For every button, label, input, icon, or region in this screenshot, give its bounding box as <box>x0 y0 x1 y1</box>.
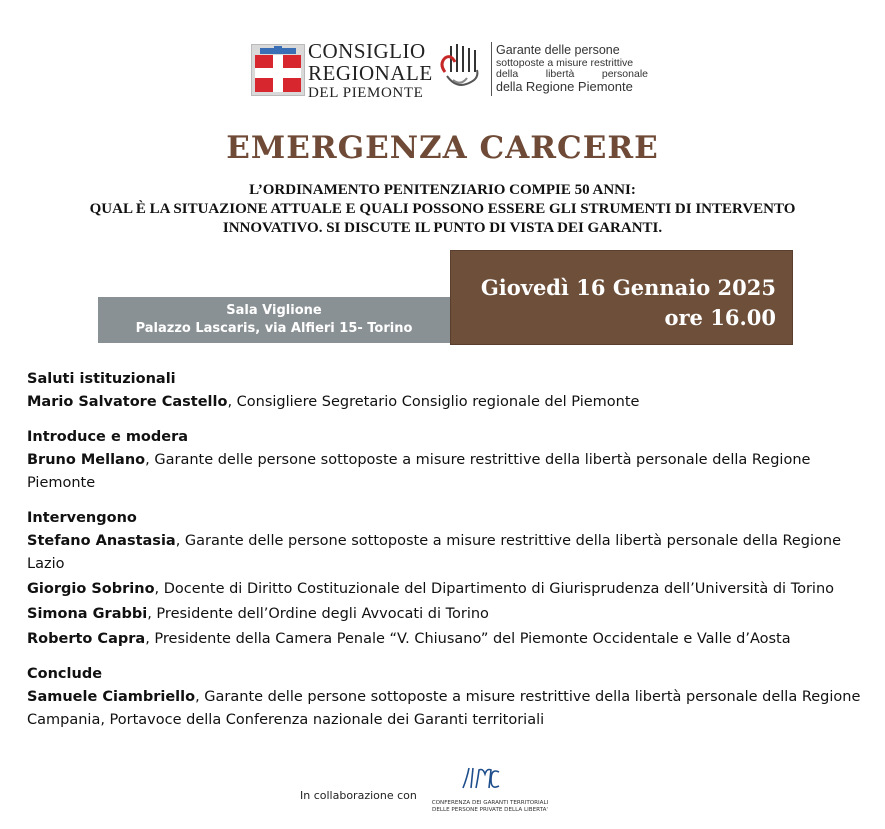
collaboration-label: In collaborazione con <box>300 789 417 802</box>
subtitle-line-1: L’ORDINAMENTO PENITENZIARIO COMPIE 50 ANNI: <box>249 182 636 198</box>
conferenza-logo-icon <box>459 764 501 792</box>
section-conclude <box>27 663 872 732</box>
header-divider <box>491 42 492 96</box>
speaker-role: , Presidente dell’Ordine degli Avvocati di Torino <box>147 606 489 622</box>
venue-room: Sala Viglione <box>226 303 322 318</box>
garante-line-2: sottoposte a misure restrittive <box>496 56 634 69</box>
speaker-item <box>27 578 872 601</box>
speaker-item <box>27 391 872 414</box>
speaker-name: Simona Grabbi <box>27 606 148 622</box>
speaker-name: Mario Salvatore Castello <box>27 394 228 410</box>
event-time: ore 16.00 <box>664 305 776 330</box>
speaker-role: , Garante delle persone sottoposte a misure restrittive della libertà personale della Regione Campania, Portavoce della Conferenza nazionale dei Garanti territoriali <box>27 689 861 728</box>
garante-line-3: della libertà personale <box>496 67 648 80</box>
consiglio-regionale-logo-text <box>308 41 433 101</box>
section-heading: Intervengono <box>27 510 137 526</box>
venue-box <box>98 297 450 343</box>
program <box>27 368 872 744</box>
speaker-role: , Garante delle persone sottoposte a misure restrittive della libertà personale della Regione Piemonte <box>27 452 811 491</box>
speaker-role: , Consigliere Segretario Consiglio regionale del Piemonte <box>227 394 640 410</box>
date-box <box>450 250 793 345</box>
conferenza-logo-text <box>430 800 550 814</box>
venue-address: Palazzo Lascaris, via Alfieri 15- Torino <box>135 321 413 336</box>
section-heading: Conclude <box>27 666 103 682</box>
section-heading: Saluti istituzionali <box>27 371 176 387</box>
event-date: Giovedì 16 Gennaio 2025 <box>480 275 776 300</box>
garante-line-1: Garante delle persone <box>496 43 620 57</box>
speaker-name: Bruno Mellano <box>27 452 146 468</box>
speaker-role: , Docente di Diritto Costituzionale del Dipartimento di Giurisprudenza dell’Università di Torino <box>154 581 835 597</box>
speaker-name: Stefano Anastasia <box>27 533 176 549</box>
speaker-item <box>27 530 872 576</box>
speaker-item <box>27 449 872 495</box>
speaker-role: , Garante delle persone sottoposte a misure restrittive della libertà personale della Regione Lazio <box>27 533 842 572</box>
section-saluti <box>27 368 872 414</box>
section-intervengono <box>27 507 872 651</box>
regionale-line: REGIONALE <box>308 61 433 85</box>
speaker-name: Giorgio Sobrino <box>27 581 155 597</box>
piemonte-crest-icon <box>251 44 305 96</box>
garante-logo-text <box>496 44 648 95</box>
garante-line-4 <box>496 80 648 95</box>
subtitle <box>0 181 885 238</box>
speaker-item <box>27 628 872 651</box>
section-heading: Introduce e modera <box>27 429 189 445</box>
garante-logo-icon <box>437 42 487 98</box>
conferenza-line-1: CONFERENZA DEI GARANTI TERRITORIALI <box>431 800 549 806</box>
page-title: EMERGENZA CARCERE <box>226 130 659 166</box>
piemonte-line: DEL PIEMONTE <box>308 85 424 101</box>
speaker-item <box>27 603 872 626</box>
speaker-role: , Presidente della Camera Penale “V. Chiusano” del Piemonte Occidentale e Valle d’Aosta <box>145 631 791 647</box>
speaker-name: Samuele Ciambriello <box>27 689 196 705</box>
garante-region-name: Regione Piemonte <box>525 79 633 95</box>
consiglio-line: CONSIGLIO <box>308 39 426 63</box>
speaker-name: Roberto Capra <box>27 631 146 647</box>
subtitle-line-2: QUAL È LA SITUAZIONE ATTUALE E QUALI POSSONO ESSERE GLI STRUMENTI DI INTERVENTO <box>89 201 796 217</box>
conferenza-line-2: DELLE PERSONE PRIVATE DELLA LIBERTA' <box>432 807 548 813</box>
speaker-item <box>27 686 872 732</box>
section-introduce <box>27 426 872 495</box>
subtitle-line-3: INNOVATIVO. SI DISCUTE IL PUNTO DI VISTA DEI GARANTI. <box>222 220 663 236</box>
garante-line-4-prefix: della <box>496 80 526 95</box>
